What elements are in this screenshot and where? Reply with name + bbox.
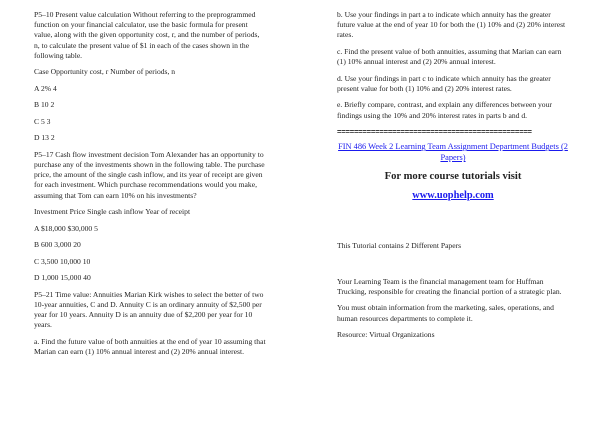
- part-d-text: d. Use your findings in part c to indicate which annuity has the greater present value for both (1) 10% and (2) 20% interest rates.: [337, 73, 551, 93]
- table-row: B 10 2: [34, 100, 55, 110]
- table-row: C 5 3: [34, 116, 51, 126]
- assignment-instructions-text: You must obtain information from the marketing, sales, operations, and human resources departments to complete it.: [337, 303, 554, 323]
- part-a-text: a. Find the future value of both annuities at the end of year 10 assuming that Marian can earn (1) 10% annual interest and (2) 20% annual interest.: [34, 336, 266, 356]
- spacer: [337, 208, 569, 241]
- table-row: B 600 3,000 20: [34, 240, 81, 250]
- problem-5-17-text: P5–17 Cash flow investment decision Tom Alexander has an opportunity to purchase any of the investments shown in the following table. The purchase price, the amount of the single cash inflow, and its year of receipt are given for each investment. Which purchase recommendations would you make, assuming that Tom can earn 10% on his investments?: [34, 149, 265, 200]
- part-b-text: b. Use your findings in part a to indicate which annuity has the greater future value at the end of year 10 for both the (1) 10% and (2) 20% interest rates.: [337, 10, 566, 40]
- table-row: C 3,500 10,000 10: [34, 256, 91, 266]
- spacer: [337, 258, 569, 277]
- assignment-intro-text: Your Learning Team is the financial management team for Huffman Trucking, responsible for creating the financial portion of a strategic plan.: [337, 276, 562, 296]
- part-c-text: c. Find the present value of both annuities, assuming that Marian can earn (1) 10% annual interest and (2) 20% annual interest.: [337, 46, 562, 67]
- part-e-text: e. Briefly compare, contrast, and explain any differences between your findings using the 10% and 20% interest rates in parts b and d.: [337, 100, 552, 120]
- table-row: D 13 2: [34, 133, 55, 143]
- table-header-row: Investment Price Single cash inflow Year of receipt: [34, 207, 191, 217]
- right-column: [337, 10, 569, 347]
- table-row: D 1,000 15,000 40: [34, 273, 91, 283]
- resource-text: Resource: Virtual Organizations: [337, 330, 435, 340]
- course-title-link[interactable]: FIN 486 Week 2 Learning Team Assignment Department Budgets (2 Papers): [338, 142, 568, 163]
- tutorial-note: This Tutorial contains 2 Different Papers: [337, 241, 462, 251]
- left-column: [34, 10, 266, 363]
- table-header-row: Case Opportunity cost, r Number of periods, n: [34, 67, 176, 77]
- problem-5-10-text: P5–10 Present value calculation Without referring to the preprogrammed function on your financial calculator, use the basic formula for present value, along with the given opportunity cost, r, and the number of periods, n, to calculate the present value of $1 in each of the cases shown in the following table.: [34, 10, 260, 60]
- table-row: A 2% 4: [34, 83, 57, 93]
- table-row: A $18,000 $30,000 5: [34, 223, 98, 233]
- site-link[interactable]: www.uophelp.com: [412, 189, 494, 201]
- separator-line: ==============================================: [337, 127, 532, 137]
- problem-5-21-text: P5–21 Time value: Annuities Marian Kirk wishes to select the better of two 10-year annuities, C and D. Annuity C is an ordinary annuity of $2,500 per year for 10 years. Annuity D is an annuity due of $2,200 per year for 10 years.: [34, 289, 264, 330]
- tutorials-heading: For more course tutorials visit: [384, 170, 522, 182]
